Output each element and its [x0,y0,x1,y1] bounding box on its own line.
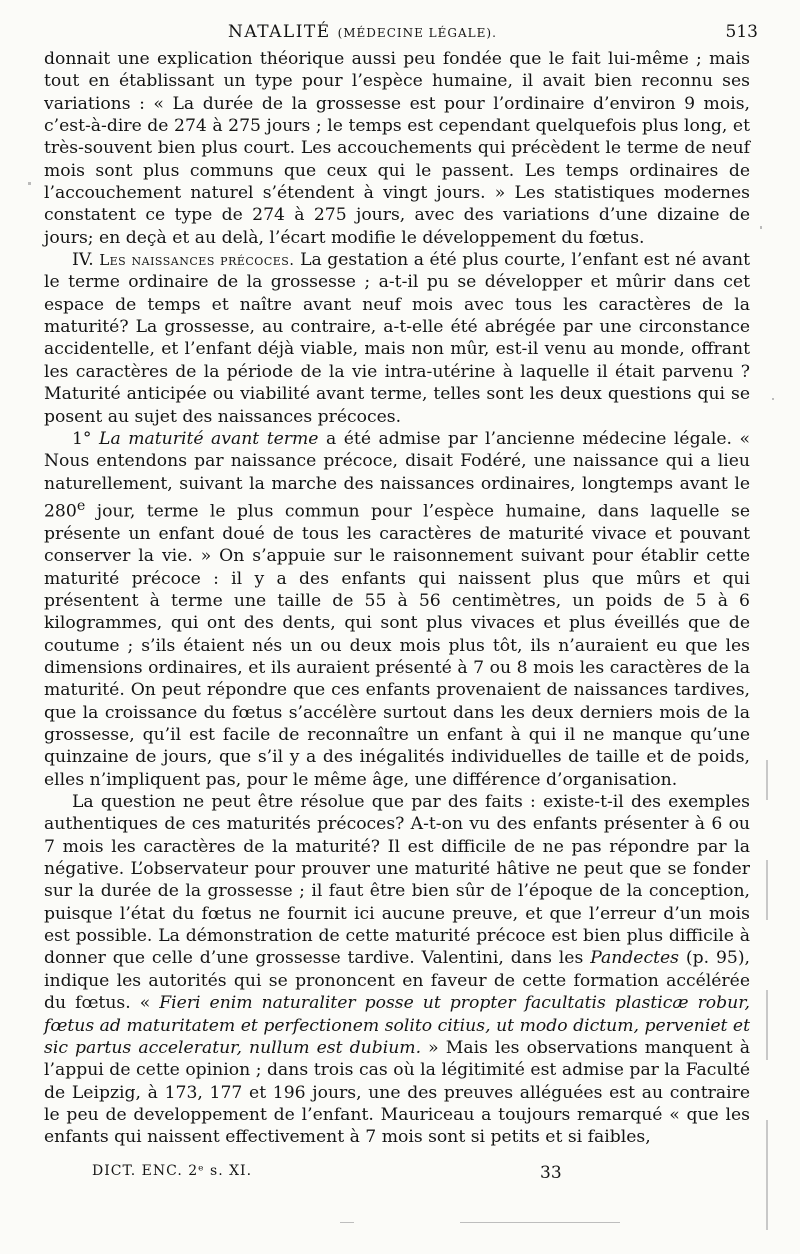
scan-speck [772,398,774,400]
ordinal-superscript: e [76,497,86,514]
scan-edge-noise [766,990,768,1060]
book-title-pandectes: Pandectes [590,948,679,969]
running-title-subtitle: (MÉDECINE LÉGALE). [337,26,497,40]
subsection-heading: La maturité avant terme [99,428,319,449]
section-heading: Les naissances précoces. [99,251,295,270]
scan-edge-noise [766,1120,768,1230]
page-number: 513 [725,22,758,42]
scan-speck [28,182,31,185]
paragraph-3-text: a été admise par l’ancienne médecine légale. « Nous entendons par naissance précoce, disait Fodéré, une naissance qui a lieu naturellement, suivant la marche des naissances ordinaires, longtemps avant le 280 [44,428,750,522]
paragraph-2 [44,249,750,428]
paragraph-4-text-cont: (p. 95), indique les autorités qui se prononcent en faveur de cette formation accélérée du fœtus. « [44,948,750,1014]
paragraph-4 [44,791,750,1149]
paragraph-1: donnait une explication théorique aussi peu fondée que le fait lui-même ; mais tout en établissant un type pour l’espèce humaine, il avait bien reconnu ses variations : « La durée de la grossesse est pour l’ordinaire d’environ 9 mois, c’est-à-dire de 274 à 275 jours ; le temps est cependant quelquefois plus long, et très-souvent bien plus court. Les accouchements qui précèdent le terme de neuf mois sont plus communs que ceux qui le passent. Les temps ordinaires de l’accouchement naturel s’étendent à vingt jours. » Les statistiques modernes constatent ce type de 274 à 275 jours, avec des variations d’une dizaine de jours; en deçà et au delà, l’écart modifie le développement du fœtus. [44,49,750,248]
paragraph-3 [44,428,750,791]
scan-bottom-noise [460,1222,620,1223]
subsection-number: 1° [72,428,92,449]
paragraph-3-text-cont: jour, terme le plus commun pour l’espèce humaine, dans laquelle se présente un enfant doué de tous les caractères de maturité vivace et pouvant conserver la vie. » On s’appuie sur le raisonnement suivant pour établir cette maturité précoce : il y a des enfants qui naissent plus que mûrs et qui présentent à terme une taille de 55 à 56 centimètres, un poids de 5 à 6 kilogrammes, qui ont des dents, qui sont plus vivaces et plus éveillés que de coutume ; s’ils étaient nés un ou deux mois plus tôt, ils n’auraient eu que les dimensions ordinaires, et ils auraient présenté à 7 ou 8 mois les caractères de la maturité. On peut répondre que ces enfants provenaient de naissances tardives, que la croissance du fœtus s’accélère surtout dans les deux derniers mois de la grossesse, qu’il est facile de reconnaître un enfant à qui il ne manque qu’une quinzaine de jours, que s’il y a des inégalités individuelles de taille et de poids, elles n’impliquent pas, pour le même âge, une différence d’organisation. [44,501,750,790]
running-title-main: NATALITÉ [228,22,331,42]
running-title [228,22,497,42]
paragraph-2-text: La gestation a été plus courte, l’enfant est né avant le terme ordinaire de la grossesse ; a-t-il pu se développer et mûrir dans cet espace de temps et naître avant neuf mois avec tous les caractères de la maturité? La grossesse, au contraire, a-t-elle été abrégée par une circonstance accidentelle, et l’enfant déjà viable, mais non mûr, est-il venu au monde, offrant les caractères de la période de la vie intra-utérine à laquelle il était parvenu ? Maturité anticipée ou viabilité avant terme, telles sont les deux questions qui se posent au sujet des naissances précoces. [44,250,751,427]
paragraph-4-text: La question ne peut être résolue que par des faits : existe-t-il des exemples authentiques de ces maturités précoces? A-t-on vu des enfants présenter à 6 ou 7 mois les caractères de la maturité? Il est difficile de ne pas répondre par la négative. L’observateur pour prouver une maturité hâtive ne peut que se fonder sur la durée de la grossesse ; il faut être bien sûr de l’époque de la conception, puisque l’état du fœtus ne fournit ici aucune preuve, et que l’erreur d’un mois est possible. La démonstration de cette maturité précoce est bien plus difficile à donner que celle d’une grossesse tardive. Valentini, dans les [44,792,750,969]
paragraph-4-text-end: » Mais les observations manquent à l’appui de cette opinion ; dans trois cas où la légitimité est admise par la Faculté de Leipzig, à 173, 177 et 196 jours, une des preuves alléguées est au contraire le peu de developpement de l’enfant. Mauriceau a toujours remarqué « que les enfants qui naissent effectivement à 7 mois sont si petits et si faibles, [44,1037,750,1148]
scan-edge-noise [766,760,768,800]
latin-quotation: Fieri enim naturaliter posse ut propter facultatis plasticæ robur, fœtus ad maturitatem et perfectionem solito citius, ut modo dictum, perveniet et sic partus acceleratur, nullum est dubium. [44,993,751,1058]
printer-signature: DICT. ENC. 2ᵉ s. XI. [92,1163,253,1179]
scan-speck [760,226,762,229]
scan-edge-noise [766,860,768,920]
page-footer [0,1163,800,1193]
scan-bottom-noise [340,1222,354,1223]
signature-number: 33 [540,1163,562,1183]
section-number: IV. [72,250,94,271]
body-text [44,48,750,1149]
